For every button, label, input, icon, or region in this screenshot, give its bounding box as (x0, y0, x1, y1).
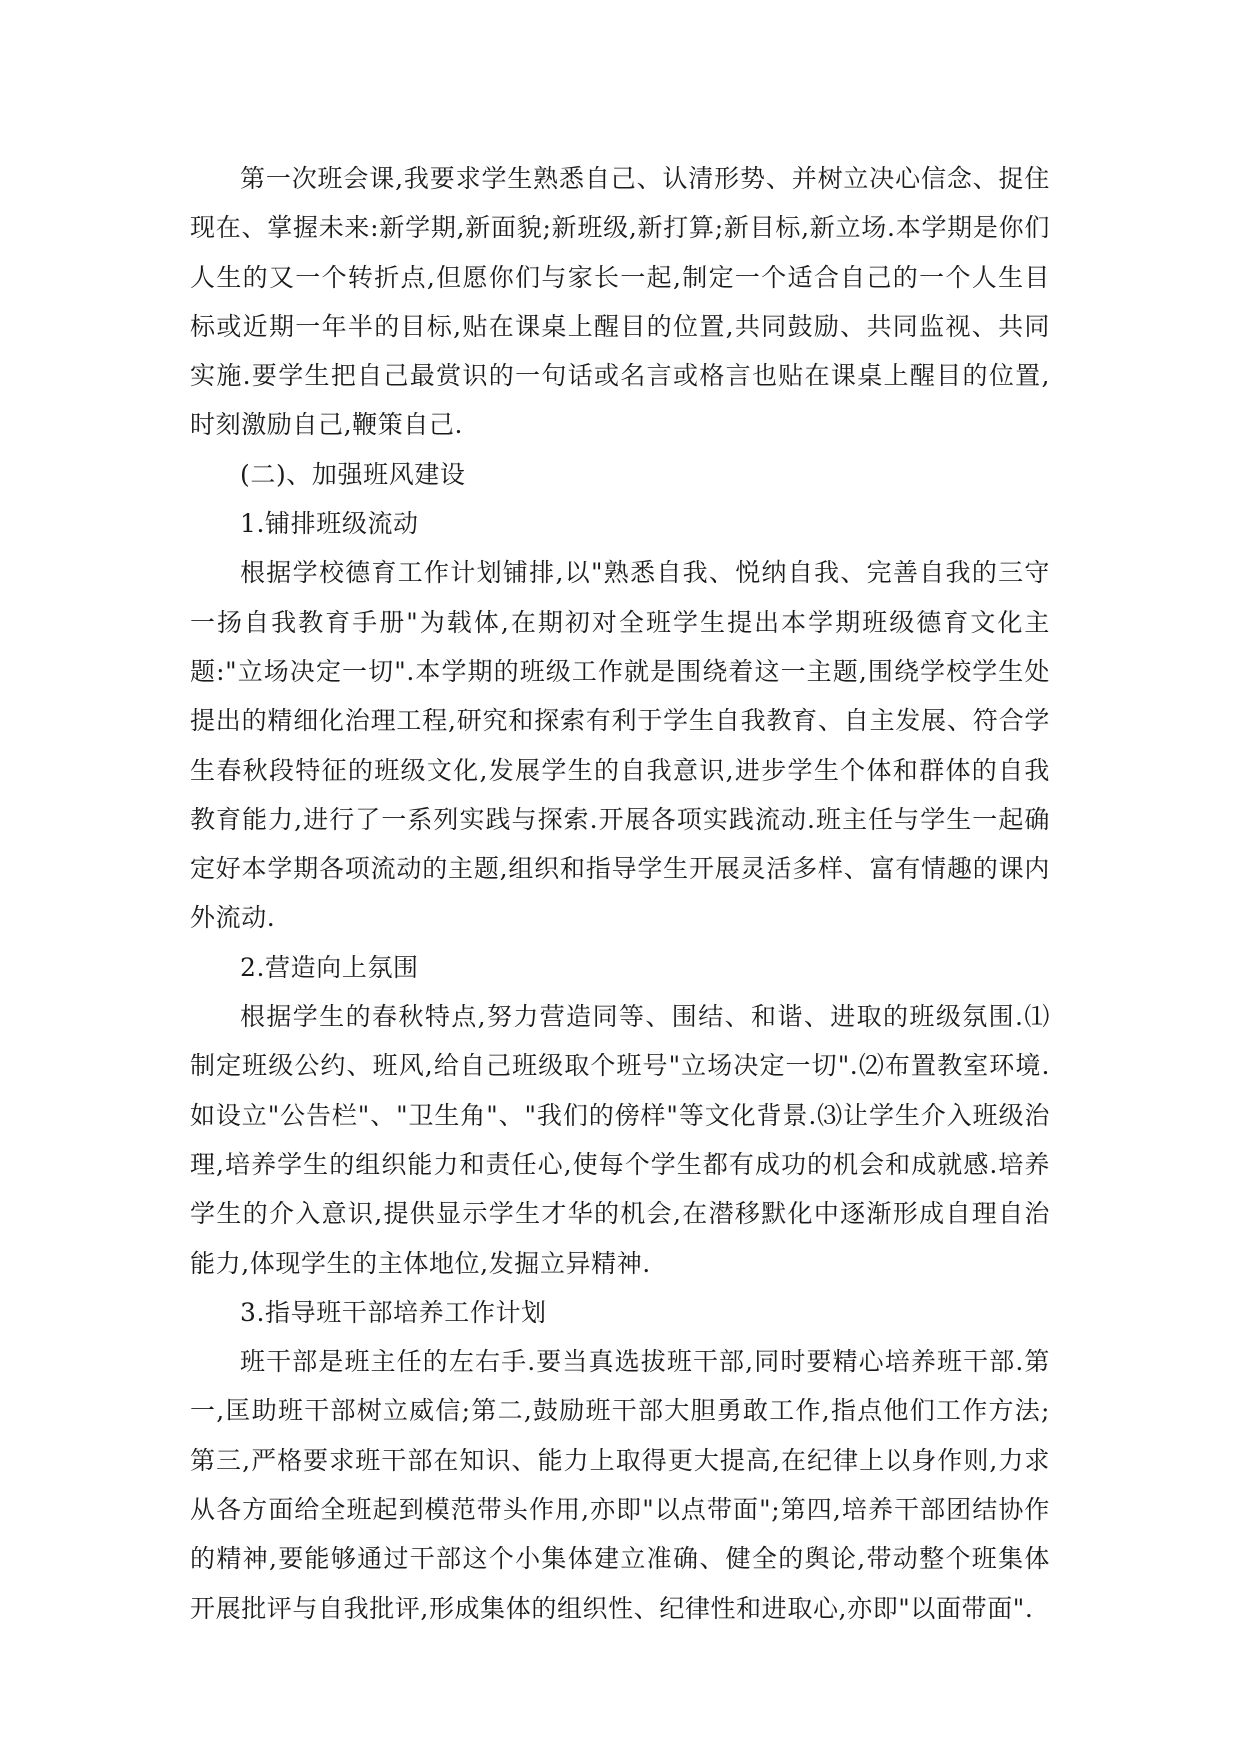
subheading-class-cadres: 3.指导班干部培养工作计划 (240, 1297, 547, 1327)
subheading-atmosphere: 2.营造向上氛围 (240, 952, 419, 982)
subheading-class-activities: 1.铺排班级流动 (240, 509, 419, 539)
paragraph-class-activities: 根据学校德育工作计划铺排,以"熟悉自我、悦纳自我、完善自我的三守一扬自我教育手册"为载体,在期初对全班学生提出本学期班级德育文化主题:"立场决定一切".本学期的班级工作就是围绕着这一主题,围绕学校学生处提出的精细化治理工程,研究和探索有利于学生自我教育、自主发展、符合学生春秋段特征的班级文化,发展学生的自我意识,进步学生个体和群体的自我教育能力,进行了一系列实践与探索.开展各项实践流动.班主任与学生一起确定好本学期各项流动的主题,组织和指导学生开展灵活多样、富有情趣的课内外流动. (190, 558, 1050, 933)
paragraph-class-meeting: 第一次班会课,我要求学生熟悉自己、认清形势、并树立决心信念、捉住现在、掌握未来:新学期,新面貌;新班级,新打算;新目标,新立场.本学期是你们人生的又一个转折点,但愿你们与家长一起,制定一个适合自己的一个人生目标或近期一年半的目标,贴在课桌上醒目的位置,共同鼓励、共同监视、共同实施.要学生把自己最赏识的一句话或名言或格言也贴在课桌上醒目的位置,时刻激励自己,鞭策自己. (190, 164, 1050, 440)
paragraph-class-cadres: 班干部是班主任的左右手.要当真选拔班干部,同时要精心培养班干部.第一,匡助班干部树立威信;第二,鼓励班干部大胆勇敢工作,指点他们工作方法;第三,严格要求班干部在知识、能力上取得更大提高,在纪律上以身作则,力求从各方面给全班起到模范带头作用,亦即"以点带面";第四,培养干部团结协作的精神,要能够通过干部这个小集体建立准确、健全的舆论,带动整个班集体开展批评与自我批评,形成集体的组织性、纪律性和进取心,亦即"以面带面". (190, 1347, 1050, 1623)
document-body (190, 154, 1050, 1633)
paragraph-atmosphere: 根据学生的春秋特点,努力营造同等、围结、和谐、进取的班级氛围.⑴制定班级公约、班风,给自己班级取个班号"立场决定一切".⑵布置教室环境.如设立"公告栏"、"卫生角"、"我们的傍样"等文化背景.⑶让学生介入班级治理,培养学生的组织能力和责任心,使每个学生都有成功的机会和成就感.培养学生的介入意识,提供显示学生才华的机会,在潜移默化中逐渐形成自理自治能力,体现学生的主体地位,发掘立异精神. (190, 1002, 1050, 1278)
section-heading-class-style: (二)、加强班风建设 (240, 459, 466, 489)
